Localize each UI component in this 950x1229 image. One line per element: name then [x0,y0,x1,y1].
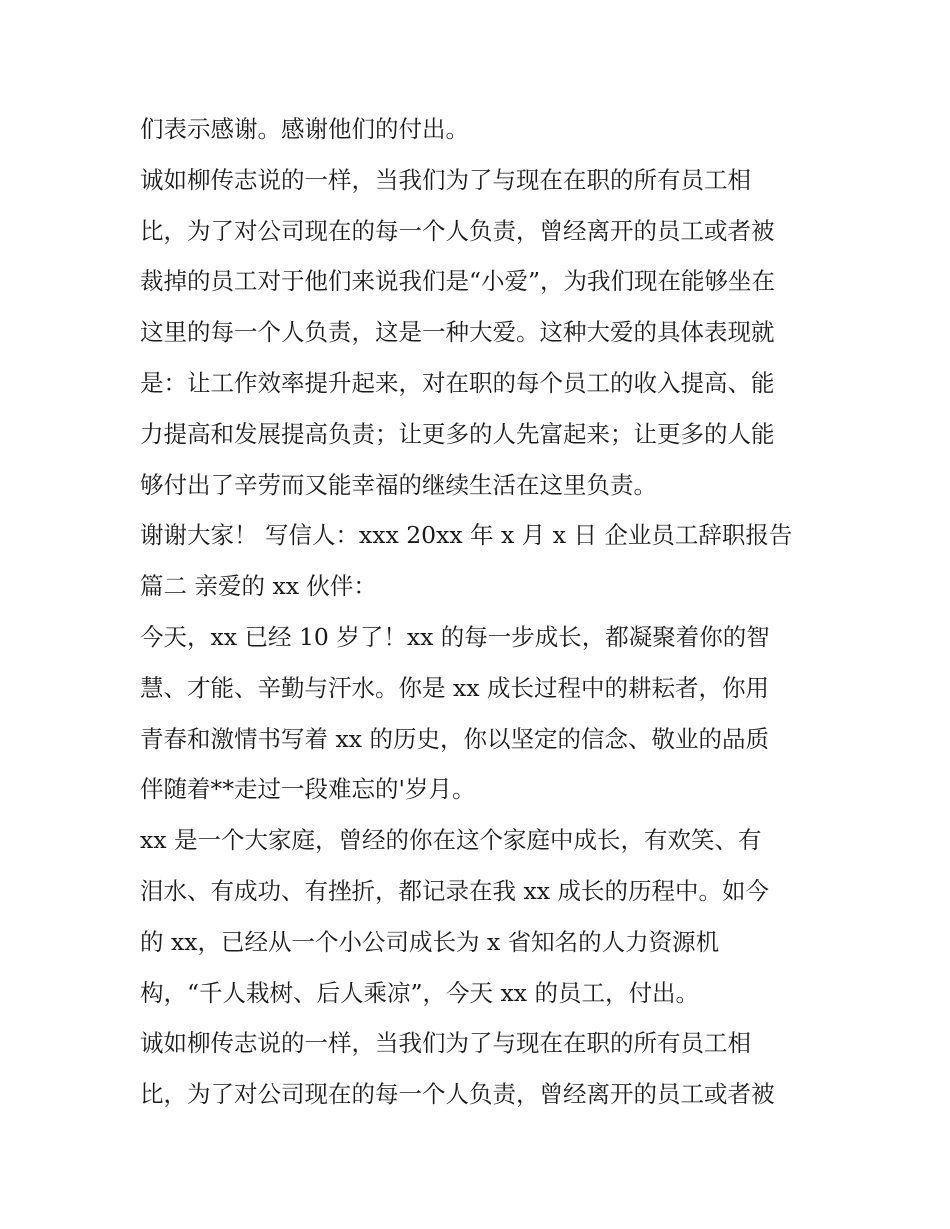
text-line-12: 慧、才能、辛勤与汗水。你是 xx 成长过程中的耕耘者，你用 [140,673,769,702]
text-line-6: 是：让工作效率提升起来，对在职的每个员工的收入提高、能 [140,368,775,397]
text-line-15: xx 是一个大家庭，曾经的你在这个家庭中成长，有欢笑、有 [140,826,762,855]
text-line-5: 这里的每一个人负责，这是一种大爱。这种大爱的具体表现就 [140,318,775,347]
text-line-10: 篇二 亲爱的 xx 伙伴： [140,572,377,601]
text-line-20: 比，为了对公司现在的每一个人负责，曾经离开的员工或者被 [140,1080,775,1109]
text-line-8: 够付出了辛劳而又能幸福的继续生活在这里负责。 [140,470,657,499]
text-line-18: 构，“千人栽树、后人乘凉”，今天 xx 的员工，付出。 [140,978,699,1007]
text-line-4: 裁掉的员工对于他们来说我们是“小爱”，为我们现在能够坐在 [140,267,776,296]
text-line-16: 泪水、有成功、有挫折，都记录在我 xx 成长的历程中。如今 [140,876,769,905]
text-line-3: 比，为了对公司现在的每一个人负责，曾经离开的员工或者被 [140,216,775,245]
document-body [140,104,820,1120]
text-line-7: 力提高和发展提高负责；让更多的人先富起来；让更多的人能 [140,419,775,448]
text-line-13: 青春和激情书写着 xx 的历史，你以坚定的信念、敬业的品质 [140,724,769,753]
text-line-11: 今天，xx 已经 10 岁了！xx 的每一步成长，都凝聚着你的智 [140,622,770,651]
text-line-19: 诚如柳传志说的一样，当我们为了与现在在职的所有员工相 [140,1029,751,1058]
text-line-9: 谢谢大家！ 写信人：xxx 20xx 年 x 月 x 日 企业员工辞职报告 [140,521,793,550]
text-line-1: 们表示感谢。感谢他们的付出。 [140,115,469,143]
text-line-14: 伴随着**走过一段难忘的'岁月。 [140,775,476,804]
text-line-2: 诚如柳传志说的一样，当我们为了与现在在职的所有员工相 [140,165,751,194]
text-line-17: 的 xx，已经从一个小公司成长为 x 省知名的人力资源机 [140,927,720,956]
